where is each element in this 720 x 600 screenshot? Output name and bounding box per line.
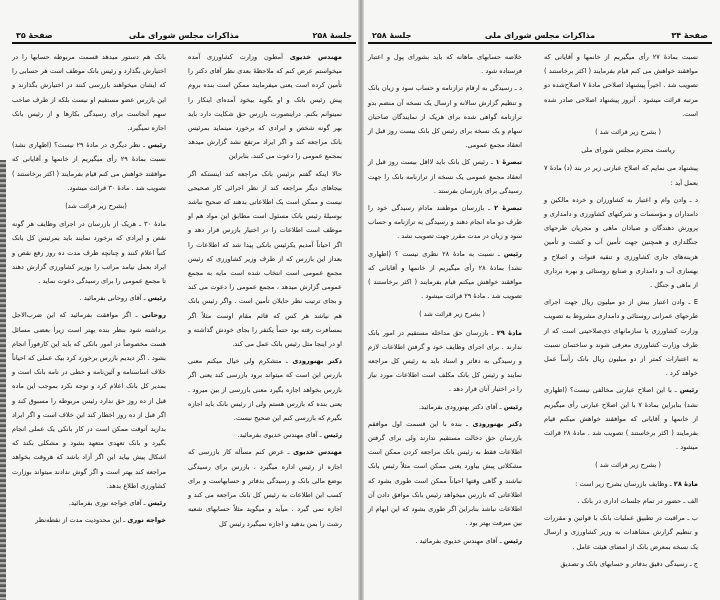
chair-remark [368, 247, 536, 304]
chair-remark [12, 291, 180, 305]
paragraph-text: ( بشرح زیر قرائت شد ) [595, 461, 661, 470]
speech-paragraph [188, 354, 356, 425]
paragraph-text: ـ متشکرم ولی خیال میکنم معنی بازرس این است که میتواند برود بازرسی کند یعنی اگر بازرس بخواهد اجازه بگیرد معنی بازرسی از بین میرود . یعنی بنده که بازرس هستم ولی از رئیس بانک باید اجازه بگیرم که بازرسی کنم این صحیح نیست. [188, 357, 342, 423]
paragraph-text: ج ـ رسیدگی دقیق بدفاتر و حسابهای بانک و تصدیق [560, 559, 698, 568]
paragraph-text: ب ـ مراقبت در تطبیق عملیات بانک با قوانین و مقررات و تنظیم گزارش مشاهدات به وزیر کشاورزی و ارسال یک نسخه بمعرض بانک از امضای هیئت عامل . [544, 514, 698, 551]
speaker-name: مادهٔ ۲۹ [496, 328, 522, 337]
speech-paragraph [368, 326, 536, 397]
section-note [544, 125, 712, 139]
column-left [368, 50, 536, 574]
body-paragraph [544, 295, 712, 380]
paragraph-text: خلاصه حسابهای ماهانه که باید بشورای پول و اعتبار فرستاده شود . [368, 53, 522, 76]
session-number: جلسهٔ ۲۵۸ [312, 31, 352, 40]
speaker-name: مادهٔ ۲۸ [673, 479, 698, 488]
speaker-name: رئیس [147, 141, 166, 150]
paragraph-text: الف ـ حضور در تمام جلسات اداری در بانک . [577, 496, 698, 505]
paragraph-text: ریاست محترم مجلس شورای ملی [581, 146, 675, 155]
paragraph-text: ـ بنده با این قسمت اول موافقم بازرسان حق دخالت مستقیم ندارند ولی برای گرفتن اطلاعات فقط به رئیس بانک مراجعه کردن ممکن است مشکلاتی پیش بیاورد یعنی ممکن است مثلاً رئیس بانک نباشند و گاهی وقتها احیاناً ممکن است طوری بشود که اطلاعاتی که بازرس میخواهد رئیس بانک موافق دادن آن اطلاعات نباشد بنابراین اگر طوری بشود که این ابهام از بین میرفت بهتر بود . [368, 419, 522, 528]
paragraph-text: ـ این محدودیت مدت از نقطه‌نظر [35, 516, 126, 525]
header-title: مذاکرات مجلس شورای ملی [128, 31, 240, 40]
speaker-name: دکتر بهنورودی [472, 419, 522, 428]
section-note [368, 307, 536, 321]
paragraph-text: ـ اگر موافقت بفرمائید که این ضرب‌الاجل برداشته شود بنظر بنده بهتر است زیرا بعضی مسائل هست مخصوصاً در امور بانکی که باید این کارفوراً انجام بشود . اگر دیدیم بازرس برخورد کرد بیک عملی که احیاناً خلاف اساسنامه و آئین‌نامه و خطی در نامه بانک است و بمدیر کل بانک اعلام کرد و توجه نکرد بموجب این ماده قبل از ده روز حق ندارد رئیس مربوطه را مسبوق کند و اگر قبل از ده روز اخطار کند این خلاف است و اگر ایراد بدارید آنوقت ممکن است در کار بانکی یک عملی انجام بگیرد و بانک تعهدی متعهد بشود و مشکلی بکند که اشکال پیش بیاید این اگر آزاد باشد که هروقت بخواهد مراجعه کند بهتر است و اگر گوش ندادند میتواند بوزارت کشاورزی اطلاع بدهد. [12, 311, 166, 490]
paragraph-text: ـ وظایف بازرسان بشرح زیر است : [575, 479, 672, 488]
left-page [12, 26, 356, 600]
speaker-name: رئیس [503, 249, 522, 258]
paragraph-text: ـ بازرسان حق مداخله مستقیم در امور بانک ندارند . برای اجرای وظایف خود و گرفتن اطلاعات لازم و رسیدگی به دفاتر و اسناد باید به رئیس کل مراجعه نمایند و رئیس کل بانک مکلف است اطلاعات مورد نیاز را در اختیار آنان قرار دهد . [368, 328, 522, 394]
running-header [368, 26, 712, 40]
chair-remark [12, 496, 180, 510]
speech-paragraph [188, 445, 356, 530]
speech-paragraph [188, 50, 356, 164]
body-paragraph [544, 557, 712, 571]
page-number: صفحهٔ ۳۴ [671, 31, 708, 40]
speaker-name: مهندس خدیوی [293, 448, 342, 457]
paragraph-text: ـ نظر دیگری در مادهٔ ۲۹ نیست؟ (اظهاری نشد) نسبت بمادهٔ ۲۹ رأی میگیریم از خانمها و آقایانی که موافقند خواهش می کنم قیام بفرمایند ( اکثر برخاستند ) تصویب شد . مادهٔ ۳۰ قرائت میشود. [12, 141, 167, 192]
paragraph-text: E ـ وادن اعتبار بیش از دو میلیون ریال جهت اجرای طرحهای عمرانی روستائی و دامداری مشروط به تصویب وزارت کشاورزی یا سازمانهای ذی‌صلاحیتی است که از طرف وزارت کشاورزی معرفی شوند و ساختمان نسبت به اعتبارات کمتر از دو میلیون ریال بانک رأساً عمل خواهد کرد . [544, 298, 698, 378]
speaker-name: رئیس [503, 402, 522, 411]
body-paragraph [544, 511, 712, 554]
paragraph-text: د ـ وادن وام و اعتبار به کشاورزان و خرده مالکین و دامداران و مؤسسات و شرکتهای کشاورزی و دامداری و پرورش دهندگان و صیادان ماهی و مجریان طرحهای جنگلداری و همچنین جهت تأمین آب و کشت و تأمین هزینه‌های جاری کشاورزی و تنقیه قنوات و اصلاح و بهسازی آب و دامداری و صنایع روستائی و بهره برداری از ماهی و جنگل . [544, 195, 698, 290]
paragraph-text: ( بشرح زیر قرائت شد ) [419, 310, 485, 319]
paragraph-text: ـ با این اصلاح عبارتی مخالفی نیست؟ (اظهاری نشد) بنابراین بمادهٔ ۷ با این اصلاح عبارتی رأی میگیریم از خانمها و آقایانی که موافقند خواهش میکنم قیام بفرمایند ( اکثر برخاستند ) تصویب شد . مادهٔ ۲۸ قرائت میشود . [544, 386, 698, 452]
book-gutter [358, 0, 364, 600]
paragraph-text: ـ عرض کنم مسأله کار بازرسی که اجازه از رئیس اداره میگیرد ، بازرس برای رسیدگی بوضع مالی بانک و رسیدگی بدفاتر و حسابهاست و برای کسب این اطلاعات به رئیس کل بانک مراجعه می کند و اجازه نمی گیرد . میآید و میگوید مثلاً حسابهای شعبه رشت را بمن بدهید و اجازه نمیگیرد رئیس کل [188, 448, 342, 528]
paragraph-text: پیشنهاد می نمایم که اصلاح عبارتی زیر در بند (د) مادهٔ ۷ بعمل آید : [544, 164, 698, 187]
speaker-name: رئیس [147, 294, 166, 303]
text-columns [368, 50, 712, 574]
paragraph-text: ـ رئیس کل بانک باید لااقل بیست روز قبل از انعقاد مجمع عمومی یک نسخه از ترازنامه بانک را جهت رسیدگی برای بازرسان بفرستد . [368, 158, 522, 195]
body-paragraph [368, 81, 536, 152]
section-note [544, 143, 712, 157]
chair-remark [188, 428, 356, 442]
body-paragraph [12, 50, 180, 135]
right-page [368, 26, 712, 600]
column-right [188, 50, 356, 534]
speaker-name: رئیس [147, 499, 166, 508]
speech-paragraph [368, 417, 536, 531]
paragraph-text: ـ بازرسان موظفند مادام رسیدگی خود را ظرف دو ماه انجام دهند و رسیدگی به ترازنامه و حساب سود و زیان در مدت مقرر جهت تصویب نشد . [368, 204, 522, 241]
running-header [12, 26, 356, 40]
body-paragraph [12, 217, 180, 288]
chair-remark [368, 400, 536, 414]
paragraph-text: ـ آقای مهندس خدیوی بفرمائید. [237, 431, 322, 440]
paragraph-text: نسبت بمادهٔ ۲۷ رأی میگیریم از خانمها و آقایانی که موافقند خواهش می کنم قیام بفرمایند ( اکثر برخاستند ) تصویب شد . اخیراً پیشنهاد اصلاحی مادهٔ ۷ اصلاح‌شده‌ دو مرتبه قرائت میشود . آنروز پیشنهاد اصلاحی صادر شده است. [544, 53, 699, 118]
chair-remark [12, 138, 180, 195]
speaker-name: تبصرهٔ ۲ [494, 204, 522, 213]
speech-paragraph [368, 201, 536, 244]
section-note [544, 458, 712, 472]
body-paragraph [544, 494, 712, 508]
page-number: صفحهٔ ۳۵ [16, 31, 53, 40]
speaker-name: رئیس [323, 431, 342, 440]
session-number: جلسهٔ ۲۵۸ [372, 31, 412, 40]
chair-remark [544, 383, 712, 454]
speech-paragraph [12, 513, 180, 527]
chair-remark [368, 534, 536, 548]
speaker-name: رئیس [503, 536, 522, 545]
body-paragraph [544, 193, 712, 292]
paragraph-text: بانک هم دستور میدهد قسمت مربوطه حسابها را در اختیارش بگذارد و رئیس بانک موظف است هر حسابی را که ایشان میخواهند بازرسی کنند در اختیارش بگذارند و این بازرس عضو مستقیم او نیست بلکه از طرف صاحب سهم آنجاست برای رسیدگی بکارها و از رئیس بانک اجازه نمیگیرد. [12, 53, 166, 133]
paragraph-text: د ـ رسیدگی به ارقام ترازنامه و حساب سود و زیان بانک و تنظیم گزارش سالانه و ارسال یک نسخه آن منضم بدو ترازنامه گواهی شده برای هریک از نمایندگان صاحبان سهام و یک نسخه برای رئیس کل بانک بیست روز قبل از انعقاد مجمع عمومی. [368, 84, 522, 150]
speaker-name: تبصرهٔ ۱ [495, 158, 522, 167]
speaker-name: دکتر بهنورودی [292, 357, 342, 366]
paragraph-text: ـ آقای خواجه نوری بفرمائید. [68, 499, 146, 508]
paragraph-text: ـ آقای مهندس خدیوی بفرمائید . [415, 536, 502, 545]
speaker-name: روحانی [141, 311, 166, 320]
speech-paragraph [368, 155, 536, 198]
speech-paragraph [544, 477, 712, 491]
header-rule [368, 42, 712, 44]
speaker-name: خواجه نوری [127, 516, 166, 525]
paragraph-text: ـ نسبت به مادهٔ ۲۸ نظری نیست ؟ (اظهاری نشد) بمادهٔ ۲۸ رأی میگیریم از خانمها و آقایانی که موافقند خواهش میکنم قیام بفرمایند ( اکثر برخاستند ) تصویب شد . مادهٔ ۲۹ قرائت میشود . [368, 249, 522, 301]
section-note [12, 199, 180, 213]
body-paragraph [544, 161, 712, 189]
speech-paragraph [12, 308, 180, 493]
column-right [544, 50, 712, 574]
paragraph-text: مادهٔ ۳۰ ـ هریک از بازرسان در اجرای وظایف هر گونه نقص و ایرادی که برخورد نمایند باید بمرئیس کل بانک کتباً اعلام کنند و چنانچه ظرف مدت ده روز رفع نقص و ایراد بعمل نیامد مراتب را بوزیر کشاورزی گزارش دهند تا مجمع عمومی را برای رسیدگی دعوت نماید . [12, 220, 167, 286]
paragraph-text: ( بشرح زیر قرائت شد ) [595, 128, 661, 137]
speaker-name: رئیس [679, 386, 698, 395]
header-title: مذاکرات مجلس شورای ملی [484, 31, 596, 40]
header-rule [12, 42, 356, 44]
paragraph-text: آمطون وزارت کشاورزی آمده میخواستم عرض کنم که ملاحظهٔ بعدی نظر آقای دکتر را تأمین کرده است یعنی میفرمایند ممکن است بنده بروم پیش رئیس بانک و او بگوید بیخود آمده‌ای اینکار را نمیتوانم بکنم. دراینصورت بازرس حق شکایت دارد باید بهر گونه شخص و ایرادی که برخورد مینماید بمرئیس بانک مراجعه کند و اگر ایراد مرتفع نشد گزارش میدهد بمجمع عمومی را دعوت می کنند. بنابراین [188, 53, 342, 161]
paragraph-text: حالا اینکه گفتم برئیس بانک مراجعه کند اینستکه اگر بیجاهای دیگر مراجعه کند از نظر اجرائی کار صحیحی نیست و ممکن است یک اطلاعاتی بدهند که صحیح نباشد بوسیلهٔ رئیس بانک مسئول است مطابق این مواد هم او موظف است اطلاعات را در اختیار بازرس قرار دهد و اگر احیاناً آمدیم یکرئیس بانکی پیدا شد که اطلاعات را بعداز این بازرس که از طرف وزیر کشاورزی که رئیس مجمع عمومی است انتخاب شده است مایه به مجمع عمومی گزارش میدهد ، مجمع عمومی را دعوت می کند و بجای ترتیب نظر حایلان تأمین است . واگر رئیس بانک هم نیاشد هر کس که قائم مقام اوست مثلاً اگر بمسافرت رفته بود حتماً یکنفر را بجای خودش گذاشته و او در اینجا مثل رئیس بانک عمل می کند. [188, 169, 342, 349]
speaker-name: مهندس خدیوی [289, 53, 342, 61]
body-paragraph [544, 50, 712, 121]
paragraph-text: ـ آقای روحانی بفرمائید . [79, 294, 146, 303]
column-left [12, 50, 180, 534]
body-paragraph [368, 50, 536, 78]
body-paragraph [188, 167, 356, 352]
text-columns [12, 50, 356, 534]
paragraph-text: ـ آقای دکتر بهنورودی بفرمائید. [418, 402, 502, 411]
paragraph-text: (بشرح زیر قرائت شد) [65, 202, 127, 211]
book-edge-shadow [0, 160, 6, 600]
